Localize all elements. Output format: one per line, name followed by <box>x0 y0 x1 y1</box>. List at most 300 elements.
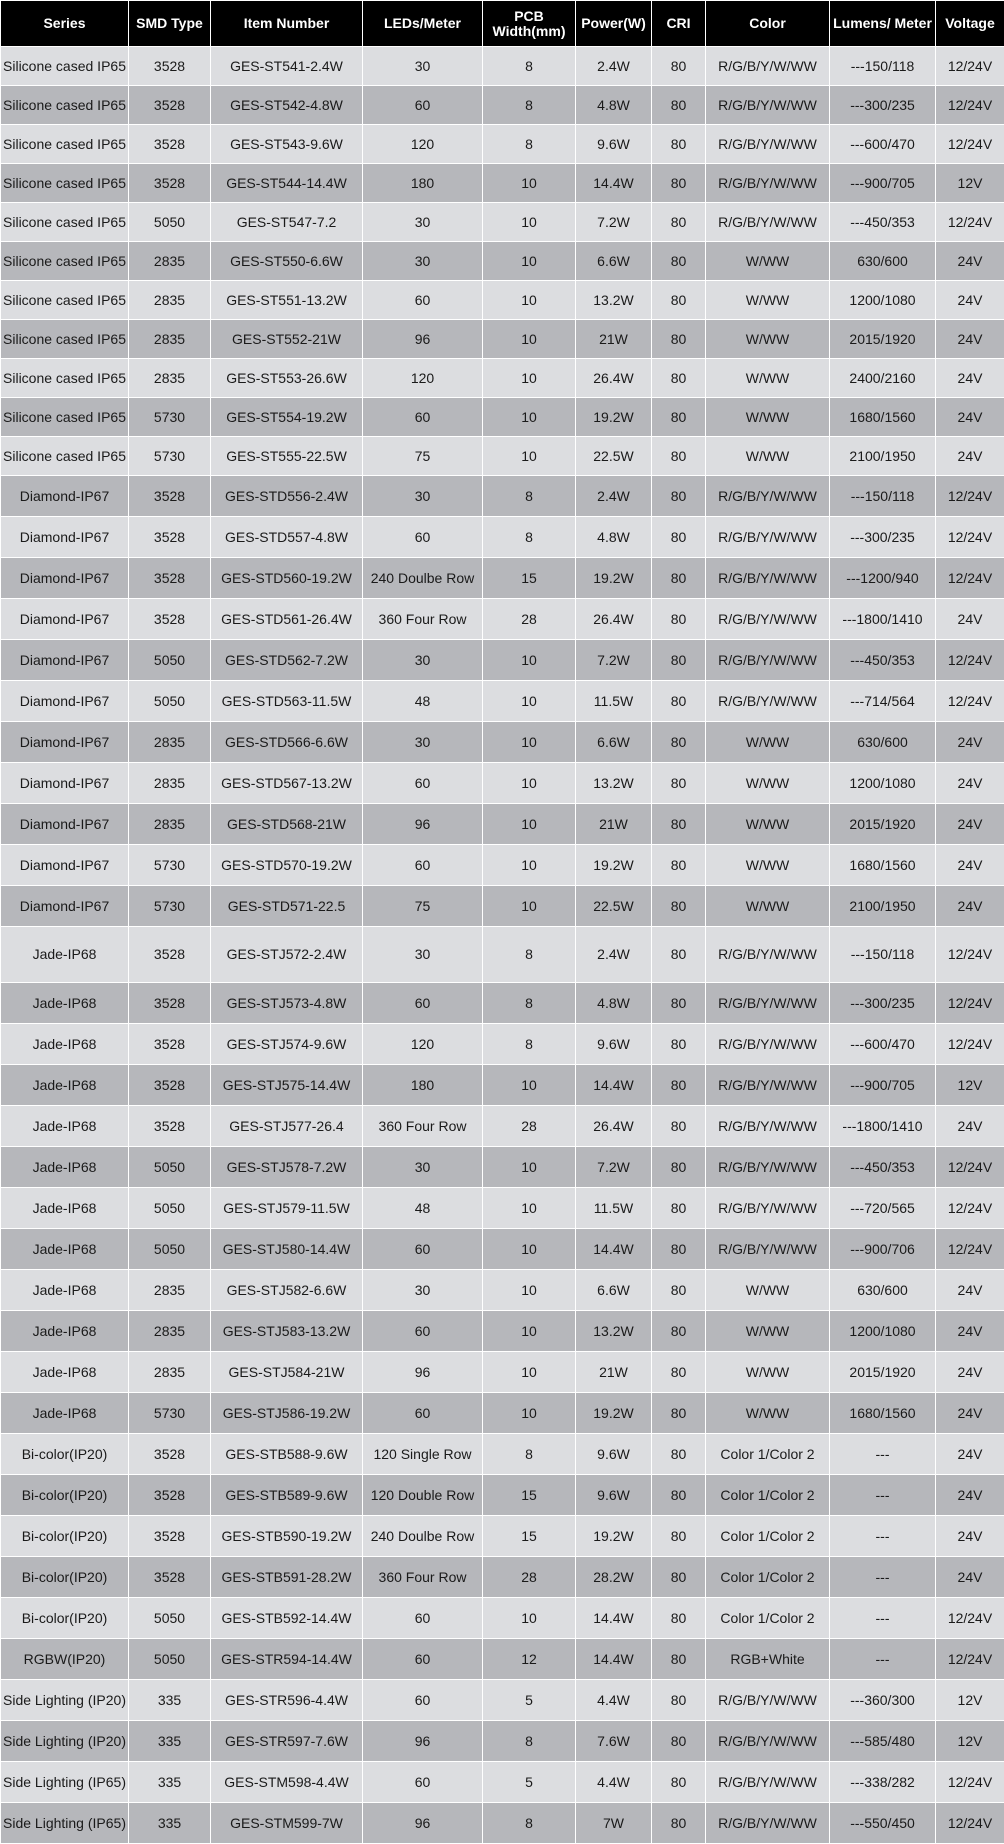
table-cell: 80 <box>652 242 706 281</box>
table-cell: 2100/1950 <box>830 437 936 476</box>
table-row <box>1 164 1004 203</box>
table-cell: 2015/1920 <box>830 804 936 845</box>
table-cell: 26.4W <box>576 1106 652 1147</box>
table-cell: 2015/1920 <box>830 320 936 359</box>
table-cell: R/G/B/Y/W/WW <box>706 1147 830 1188</box>
table-cell: Side Lighting (IP20) <box>1 1721 129 1762</box>
table-cell: 24V <box>936 1352 1004 1393</box>
table-cell: 80 <box>652 1598 706 1639</box>
table-cell: ---450/353 <box>830 640 936 681</box>
table-cell: --- <box>830 1516 936 1557</box>
table-cell: 120 <box>363 359 483 398</box>
table-cell: 3528 <box>129 927 211 983</box>
table-cell: 80 <box>652 398 706 437</box>
table-row <box>1 1229 1004 1270</box>
column-header: CRI <box>652 1 706 47</box>
table-cell: 240 Doulbe Row <box>363 1516 483 1557</box>
table-cell: R/G/B/Y/W/WW <box>706 599 830 640</box>
table-cell: GES-STD571-22.5 <box>211 886 363 927</box>
table-cell: 22.5W <box>576 437 652 476</box>
table-row <box>1 437 1004 476</box>
table-cell: GES-STJ575-14.4W <box>211 1065 363 1106</box>
table-cell: GES-ST554-19.2W <box>211 398 363 437</box>
table-cell: 80 <box>652 47 706 86</box>
table-cell: GES-STJ577-26.4 <box>211 1106 363 1147</box>
table-cell: 630/600 <box>830 722 936 763</box>
table-row <box>1 927 1004 983</box>
table-row <box>1 886 1004 927</box>
table-row <box>1 86 1004 125</box>
table-cell: 7.2W <box>576 1147 652 1188</box>
table-cell: 14.4W <box>576 1065 652 1106</box>
table-cell: 10 <box>483 640 576 681</box>
table-cell: 2835 <box>129 804 211 845</box>
table-cell: 15 <box>483 1516 576 1557</box>
table-row <box>1 1762 1004 1803</box>
table-cell: R/G/B/Y/W/WW <box>706 164 830 203</box>
table-cell: 10 <box>483 281 576 320</box>
table-row <box>1 1311 1004 1352</box>
table-cell: GES-STJ572-2.4W <box>211 927 363 983</box>
table-cell: 80 <box>652 1434 706 1475</box>
table-row <box>1 558 1004 599</box>
table-cell: RGB+White <box>706 1639 830 1680</box>
table-cell: 80 <box>652 320 706 359</box>
table-cell: 5730 <box>129 1393 211 1434</box>
table-cell: Jade-IP68 <box>1 1352 129 1393</box>
table-cell: Jade-IP68 <box>1 983 129 1024</box>
table-cell: 12/24V <box>936 1229 1004 1270</box>
table-cell: 11.5W <box>576 681 652 722</box>
table-cell: 80 <box>652 281 706 320</box>
table-cell: 24V <box>936 242 1004 281</box>
table-cell: 60 <box>363 398 483 437</box>
table-row <box>1 681 1004 722</box>
table-cell: 80 <box>652 1721 706 1762</box>
table-cell: 80 <box>652 125 706 164</box>
table-cell: R/G/B/Y/W/WW <box>706 983 830 1024</box>
table-cell: 1200/1080 <box>830 763 936 804</box>
table-cell: R/G/B/Y/W/WW <box>706 640 830 681</box>
header-row <box>1 1 1004 47</box>
table-cell: Silicone cased IP65 <box>1 86 129 125</box>
table-row <box>1 398 1004 437</box>
table-cell: 15 <box>483 1475 576 1516</box>
table-cell: 4.8W <box>576 983 652 1024</box>
table-cell: 8 <box>483 125 576 164</box>
table-cell: 30 <box>363 476 483 517</box>
table-cell: --- <box>830 1598 936 1639</box>
table-cell: 14.4W <box>576 164 652 203</box>
table-cell: 120 Single Row <box>363 1434 483 1475</box>
table-cell: 10 <box>483 1598 576 1639</box>
table-cell: 2835 <box>129 359 211 398</box>
table-cell: 30 <box>363 1270 483 1311</box>
table-cell: 80 <box>652 1475 706 1516</box>
table-cell: GES-STB588-9.6W <box>211 1434 363 1475</box>
table-cell: 2835 <box>129 763 211 804</box>
table-cell: W/WW <box>706 1270 830 1311</box>
table-cell: 12/24V <box>936 1639 1004 1680</box>
table-cell: GES-STJ578-7.2W <box>211 1147 363 1188</box>
table-cell: 60 <box>363 86 483 125</box>
table-cell: 10 <box>483 763 576 804</box>
table-cell: Bi-color(IP20) <box>1 1434 129 1475</box>
table-row <box>1 1106 1004 1147</box>
table-cell: 24V <box>936 437 1004 476</box>
table-cell: 1200/1080 <box>830 281 936 320</box>
table-cell: 80 <box>652 203 706 242</box>
table-cell: 26.4W <box>576 359 652 398</box>
table-cell: 11.5W <box>576 1188 652 1229</box>
table-cell: 5050 <box>129 1639 211 1680</box>
table-cell: Silicone cased IP65 <box>1 359 129 398</box>
table-cell: Jade-IP68 <box>1 1393 129 1434</box>
table-cell: 3528 <box>129 1106 211 1147</box>
table-cell: Bi-color(IP20) <box>1 1516 129 1557</box>
table-cell: 19.2W <box>576 558 652 599</box>
table-row <box>1 242 1004 281</box>
table-cell: 96 <box>363 1352 483 1393</box>
table-cell: 24V <box>936 1106 1004 1147</box>
table-cell: 3528 <box>129 983 211 1024</box>
table-cell: GES-STJ586-19.2W <box>211 1393 363 1434</box>
table-cell: 9.6W <box>576 1024 652 1065</box>
table-cell: 5730 <box>129 398 211 437</box>
table-cell: Jade-IP68 <box>1 1024 129 1065</box>
table-cell: Diamond-IP67 <box>1 558 129 599</box>
table-cell: 80 <box>652 927 706 983</box>
table-cell: ---450/353 <box>830 203 936 242</box>
table-cell: --- <box>830 1475 936 1516</box>
table-cell: 80 <box>652 1516 706 1557</box>
table-row <box>1 845 1004 886</box>
table-cell: 60 <box>363 983 483 1024</box>
table-cell: GES-STD560-19.2W <box>211 558 363 599</box>
table-cell: GES-STB592-14.4W <box>211 1598 363 1639</box>
table-cell: 60 <box>363 845 483 886</box>
table-cell: 24V <box>936 1557 1004 1598</box>
table-cell: 2835 <box>129 1352 211 1393</box>
table-cell: R/G/B/Y/W/WW <box>706 86 830 125</box>
table-cell: ---900/705 <box>830 1065 936 1106</box>
table-cell: 24V <box>936 1434 1004 1475</box>
table-cell: 14.4W <box>576 1229 652 1270</box>
table-cell: GES-STJ582-6.6W <box>211 1270 363 1311</box>
table-cell: 12/24V <box>936 1024 1004 1065</box>
table-row <box>1 1352 1004 1393</box>
table-cell: 80 <box>652 476 706 517</box>
table-row <box>1 47 1004 86</box>
table-cell: W/WW <box>706 437 830 476</box>
table-cell: 80 <box>652 1147 706 1188</box>
table-cell: 75 <box>363 437 483 476</box>
table-row <box>1 1188 1004 1229</box>
table-cell: 1200/1080 <box>830 1311 936 1352</box>
table-row <box>1 763 1004 804</box>
table-cell: GES-ST547-7.2 <box>211 203 363 242</box>
table-cell: 12V <box>936 1680 1004 1721</box>
table-cell: 80 <box>652 1106 706 1147</box>
table-cell: --- <box>830 1434 936 1475</box>
table-cell: W/WW <box>706 886 830 927</box>
table-cell: 1680/1560 <box>830 398 936 437</box>
table-cell: 24V <box>936 1475 1004 1516</box>
table-cell: GES-ST550-6.6W <box>211 242 363 281</box>
table-cell: W/WW <box>706 320 830 359</box>
table-cell: 12/24V <box>936 86 1004 125</box>
table-cell: Diamond-IP67 <box>1 599 129 640</box>
table-cell: 360 Four Row <box>363 1106 483 1147</box>
table-cell: 19.2W <box>576 845 652 886</box>
column-header: LEDs/Meter <box>363 1 483 47</box>
table-cell: 96 <box>363 320 483 359</box>
table-cell: 80 <box>652 1680 706 1721</box>
table-cell: GES-STD568-21W <box>211 804 363 845</box>
table-cell: 180 <box>363 1065 483 1106</box>
table-cell: R/G/B/Y/W/WW <box>706 1065 830 1106</box>
table-cell: 5730 <box>129 437 211 476</box>
column-header: PCB Width(mm) <box>483 1 576 47</box>
table-cell: Jade-IP68 <box>1 1311 129 1352</box>
table-cell: 5050 <box>129 1229 211 1270</box>
table-cell: 3528 <box>129 1024 211 1065</box>
table-cell: 10 <box>483 722 576 763</box>
table-cell: 80 <box>652 1762 706 1803</box>
table-cell: Silicone cased IP65 <box>1 164 129 203</box>
table-cell: 10 <box>483 1352 576 1393</box>
table-cell: 60 <box>363 763 483 804</box>
table-cell: 10 <box>483 437 576 476</box>
table-cell: 14.4W <box>576 1598 652 1639</box>
table-cell: 30 <box>363 722 483 763</box>
table-cell: 5 <box>483 1762 576 1803</box>
table-cell: ---300/235 <box>830 517 936 558</box>
table-cell: R/G/B/Y/W/WW <box>706 1721 830 1762</box>
column-header: Color <box>706 1 830 47</box>
table-cell: 12 <box>483 1639 576 1680</box>
table-cell: Jade-IP68 <box>1 1106 129 1147</box>
table-cell: 48 <box>363 1188 483 1229</box>
table-cell: GES-ST552-21W <box>211 320 363 359</box>
table-cell: 3528 <box>129 558 211 599</box>
table-cell: 10 <box>483 359 576 398</box>
table-cell: Diamond-IP67 <box>1 804 129 845</box>
table-row <box>1 983 1004 1024</box>
table-cell: 12/24V <box>936 1147 1004 1188</box>
table-cell: Silicone cased IP65 <box>1 47 129 86</box>
table-cell: ---1200/940 <box>830 558 936 599</box>
table-cell: Diamond-IP67 <box>1 517 129 558</box>
table-cell: 8 <box>483 1721 576 1762</box>
table-cell: 3528 <box>129 1516 211 1557</box>
table-cell: 12/24V <box>936 1762 1004 1803</box>
table-cell: 10 <box>483 203 576 242</box>
table-cell: 21W <box>576 1352 652 1393</box>
table-row <box>1 1270 1004 1311</box>
table-cell: Color 1/Color 2 <box>706 1516 830 1557</box>
table-cell: 7.2W <box>576 203 652 242</box>
column-header: Voltage <box>936 1 1004 47</box>
table-cell: 335 <box>129 1762 211 1803</box>
table-cell: 630/600 <box>830 242 936 281</box>
table-cell: 12/24V <box>936 927 1004 983</box>
table-cell: GES-STR597-7.6W <box>211 1721 363 1762</box>
table-cell: 4.8W <box>576 517 652 558</box>
table-cell: W/WW <box>706 1311 830 1352</box>
table-cell: 80 <box>652 640 706 681</box>
table-row <box>1 281 1004 320</box>
table-cell: 80 <box>652 1352 706 1393</box>
table-cell: 24V <box>936 722 1004 763</box>
table-cell: 80 <box>652 437 706 476</box>
table-cell: Jade-IP68 <box>1 1147 129 1188</box>
table-cell: 8 <box>483 476 576 517</box>
table-cell: 8 <box>483 86 576 125</box>
table-cell: R/G/B/Y/W/WW <box>706 47 830 86</box>
table-cell: 60 <box>363 1639 483 1680</box>
table-cell: GES-STJ574-9.6W <box>211 1024 363 1065</box>
table-row <box>1 640 1004 681</box>
table-cell: Silicone cased IP65 <box>1 437 129 476</box>
table-cell: Color 1/Color 2 <box>706 1434 830 1475</box>
table-cell: ---585/480 <box>830 1721 936 1762</box>
table-cell: 19.2W <box>576 1516 652 1557</box>
table-cell: 2835 <box>129 320 211 359</box>
table-cell: 24V <box>936 845 1004 886</box>
table-cell: 12V <box>936 1065 1004 1106</box>
table-cell: GES-STD556-2.4W <box>211 476 363 517</box>
table-cell: 4.8W <box>576 86 652 125</box>
table-cell: GES-STR596-4.4W <box>211 1680 363 1721</box>
table-cell: 3528 <box>129 1475 211 1516</box>
table-cell: 10 <box>483 1065 576 1106</box>
table-row <box>1 1147 1004 1188</box>
table-cell: 12/24V <box>936 1598 1004 1639</box>
table-cell: 80 <box>652 845 706 886</box>
table-cell: 60 <box>363 1311 483 1352</box>
table-cell: ---600/470 <box>830 1024 936 1065</box>
table-cell: 21W <box>576 320 652 359</box>
table-row <box>1 1639 1004 1680</box>
table-cell: 12V <box>936 164 1004 203</box>
table-cell: W/WW <box>706 398 830 437</box>
table-row <box>1 1680 1004 1721</box>
table-cell: 9.6W <box>576 1434 652 1475</box>
table-cell: GES-ST544-14.4W <box>211 164 363 203</box>
table-cell: ---600/470 <box>830 125 936 164</box>
table-cell: GES-STJ583-13.2W <box>211 1311 363 1352</box>
table-cell: 24V <box>936 763 1004 804</box>
table-cell: 12/24V <box>936 681 1004 722</box>
table-cell: ---338/282 <box>830 1762 936 1803</box>
table-cell: GES-STB591-28.2W <box>211 1557 363 1598</box>
table-cell: 24V <box>936 1270 1004 1311</box>
table-cell: Color 1/Color 2 <box>706 1557 830 1598</box>
table-cell: 10 <box>483 164 576 203</box>
table-cell: Jade-IP68 <box>1 1188 129 1229</box>
table-cell: GES-STD557-4.8W <box>211 517 363 558</box>
table-cell: GES-STD567-13.2W <box>211 763 363 804</box>
table-cell: 21W <box>576 804 652 845</box>
table-cell: 30 <box>363 1147 483 1188</box>
table-row <box>1 599 1004 640</box>
table-cell: ---150/118 <box>830 476 936 517</box>
table-cell: 13.2W <box>576 763 652 804</box>
table-cell: ---150/118 <box>830 47 936 86</box>
table-cell: 3528 <box>129 125 211 164</box>
table-row <box>1 203 1004 242</box>
table-cell: 60 <box>363 1393 483 1434</box>
table-cell: 10 <box>483 1188 576 1229</box>
table-cell: Silicone cased IP65 <box>1 125 129 164</box>
table-cell: 10 <box>483 886 576 927</box>
table-cell: 24V <box>936 886 1004 927</box>
table-cell: 80 <box>652 1229 706 1270</box>
table-cell: R/G/B/Y/W/WW <box>706 125 830 164</box>
table-cell: Jade-IP68 <box>1 927 129 983</box>
table-cell: 3528 <box>129 86 211 125</box>
table-cell: GES-ST555-22.5W <box>211 437 363 476</box>
table-cell: --- <box>830 1557 936 1598</box>
table-cell: W/WW <box>706 359 830 398</box>
table-cell: 80 <box>652 1311 706 1352</box>
table-row <box>1 1516 1004 1557</box>
table-cell: 5050 <box>129 681 211 722</box>
table-cell: ---450/353 <box>830 1147 936 1188</box>
table-cell: ---900/706 <box>830 1229 936 1270</box>
table-cell: 14.4W <box>576 1639 652 1680</box>
table-cell: RGBW(IP20) <box>1 1639 129 1680</box>
table-cell: GES-ST541-2.4W <box>211 47 363 86</box>
table-cell: 80 <box>652 1024 706 1065</box>
table-cell: GES-ST543-9.6W <box>211 125 363 164</box>
table-cell: 24V <box>936 359 1004 398</box>
table-cell: 22.5W <box>576 886 652 927</box>
table-cell: 30 <box>363 242 483 281</box>
table-cell: 80 <box>652 599 706 640</box>
table-cell: 12/24V <box>936 1188 1004 1229</box>
table-cell: 19.2W <box>576 398 652 437</box>
table-cell: 19.2W <box>576 1393 652 1434</box>
table-cell: 10 <box>483 1270 576 1311</box>
table-cell: 28.2W <box>576 1557 652 1598</box>
table-cell: 335 <box>129 1721 211 1762</box>
table-cell: Color 1/Color 2 <box>706 1598 830 1639</box>
table-cell: Bi-color(IP20) <box>1 1557 129 1598</box>
table-cell: 2400/2160 <box>830 359 936 398</box>
table-cell: 28 <box>483 1557 576 1598</box>
table-cell: 30 <box>363 640 483 681</box>
table-cell: 24V <box>936 320 1004 359</box>
table-cell: 12/24V <box>936 517 1004 558</box>
table-cell: 13.2W <box>576 1311 652 1352</box>
table-row <box>1 1434 1004 1475</box>
table-row <box>1 517 1004 558</box>
table-row <box>1 1598 1004 1639</box>
table-cell: 48 <box>363 681 483 722</box>
table-cell: GES-STJ584-21W <box>211 1352 363 1393</box>
table-cell: 5 <box>483 1680 576 1721</box>
table-cell: 24V <box>936 1311 1004 1352</box>
table-row <box>1 1065 1004 1106</box>
table-cell: R/G/B/Y/W/WW <box>706 1024 830 1065</box>
table-cell: GES-STJ580-14.4W <box>211 1229 363 1270</box>
table-cell: 24V <box>936 599 1004 640</box>
table-cell: R/G/B/Y/W/WW <box>706 1106 830 1147</box>
table-cell: GES-STD562-7.2W <box>211 640 363 681</box>
table-cell: Side Lighting (IP65) <box>1 1803 129 1844</box>
